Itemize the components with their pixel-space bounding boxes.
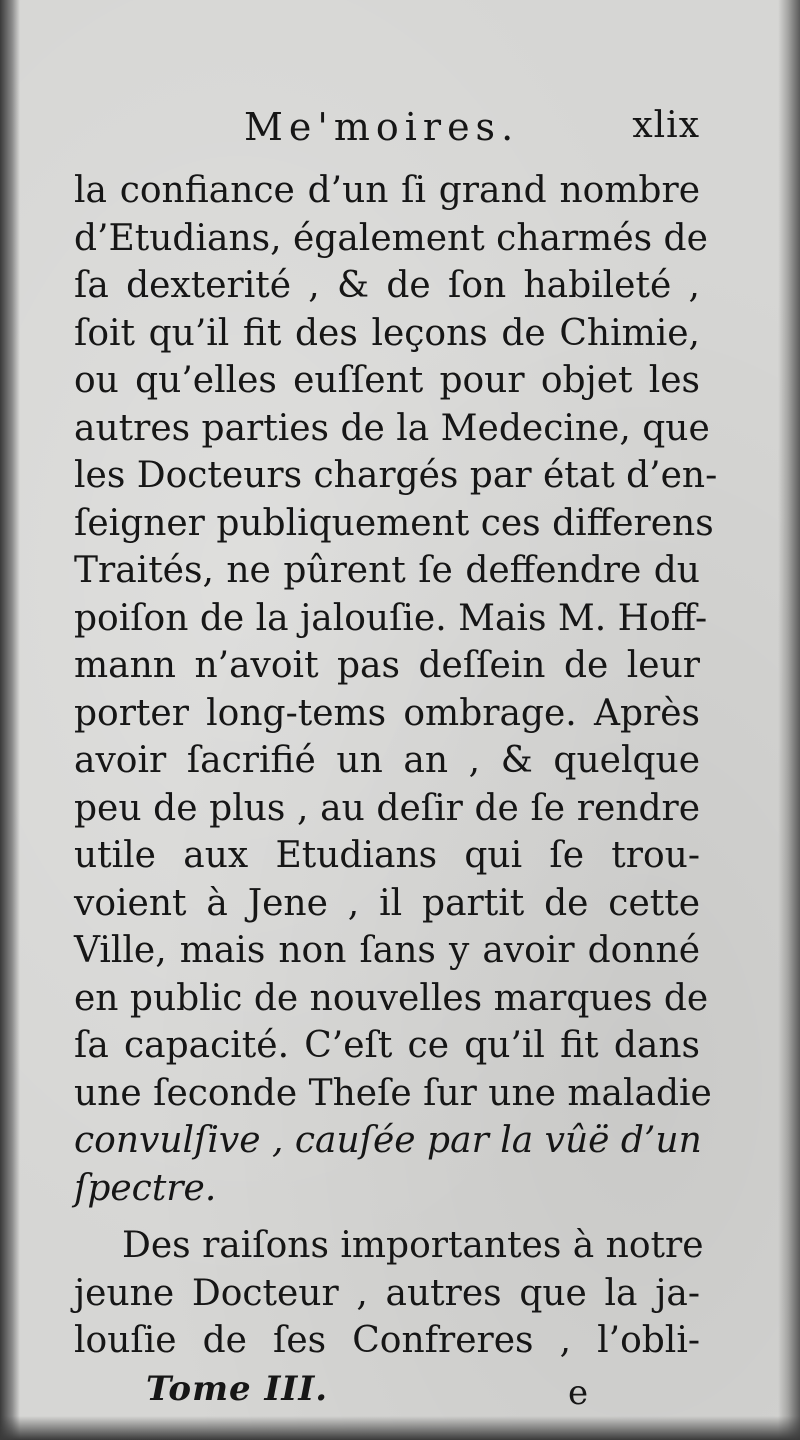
paragraph <box>74 1222 704 1365</box>
page-number: xlix <box>632 105 700 146</box>
text-line: une ſeconde Theſe ſur une maladie <box>74 1072 712 1114</box>
page-edge-left <box>0 0 20 1440</box>
text-block <box>74 103 718 1429</box>
paragraph-gap <box>74 1212 700 1222</box>
text-line: Des raiſons importantes à notre <box>122 1225 704 1266</box>
text-line: utile aux Etudians qui ſe trou- <box>74 835 700 876</box>
text-line: avoir ſacrifié un an , & quelque <box>74 740 700 781</box>
text-line: poiſon de la jalouſie. Mais M. Hoff- <box>74 597 708 639</box>
text-line: la confiance d’un ſi grand nombre <box>74 170 700 211</box>
text-line: voient à Jene , il partit de cette <box>74 882 700 924</box>
text-line: convulſive , cauſée par la vûë d’un <box>74 1120 702 1161</box>
text-line: les Docteurs chargés par état d’en- <box>74 455 718 496</box>
text-line: autres parties de la Medecine, que <box>74 407 710 449</box>
text-line: jeune Docteur , autres que la ja- <box>74 1272 700 1314</box>
text-line: ſoit qu’il fit des leçons de Chimie, <box>74 312 700 354</box>
page-footer <box>74 1369 700 1429</box>
text-line: ou qu’elles euſſent pour objet les <box>74 360 700 401</box>
text-line: porter long-tems ombrage. Après <box>74 692 700 734</box>
text-line: ſeigner publiquement ces differens <box>74 502 714 544</box>
text-line: louſie de ſes Confreres , l’obli- <box>74 1320 700 1361</box>
body-text <box>74 167 718 1365</box>
text-line: d’Etudians, également charmés de <box>74 217 708 259</box>
text-line: peu de plus , au deſir de ſe rendre <box>74 787 700 829</box>
text-line: Ville, mais non ſans y avoir donné <box>74 930 700 971</box>
page-edge-right <box>778 0 800 1440</box>
text-line: ſa capacité. C’eſt ce qu’il fit dans <box>74 1025 700 1066</box>
paragraph <box>74 167 718 1212</box>
page-header <box>74 103 700 167</box>
text-line: ſpectre. <box>74 1167 217 1209</box>
signature-line: Tome III. <box>146 1368 329 1409</box>
text-line: en public de nouvelles marques de <box>74 977 709 1019</box>
signature-mark: e <box>568 1372 589 1413</box>
text-line: Traités, ne pûrent ſe deffendre du <box>74 550 700 591</box>
text-line: ſa dexterité , & de ſon habileté , <box>74 265 700 306</box>
running-head: Me'moires. <box>244 105 520 149</box>
text-line: mann n’avoit pas deſſein de leur <box>74 645 700 686</box>
